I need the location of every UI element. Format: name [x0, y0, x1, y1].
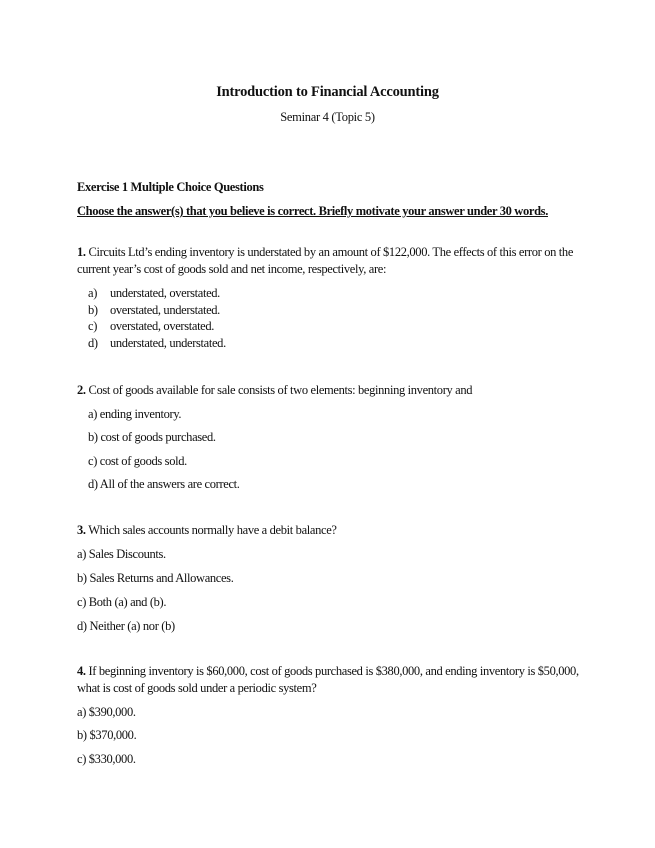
question-2-number: 2.	[77, 383, 86, 397]
option-text: understated, overstated.	[110, 286, 220, 300]
question-2-option-c: c) cost of goods sold.	[88, 454, 187, 468]
question-2-option-d: d) All of the answers are correct.	[88, 477, 240, 491]
question-1	[77, 244, 577, 278]
question-4-option-b: b) $370,000.	[77, 728, 137, 742]
option-text: overstated, overstated.	[110, 319, 215, 333]
question-2	[77, 382, 577, 399]
question-4-text: If beginning inventory is $60,000, cost of goods purchased is $380,000, and ending inventory is $50,000, what is cost of goods sold under a periodic system?	[77, 664, 579, 695]
question-4-option-c: c) $330,000.	[77, 752, 136, 766]
question-3-option-a: a) Sales Discounts.	[77, 547, 166, 561]
exercise-heading: Exercise 1 Multiple Choice Questions	[77, 180, 264, 194]
option-label: a)	[88, 286, 98, 300]
document-subtitle: Seminar 4 (Topic 5)	[280, 110, 375, 124]
option-text: understated, understated.	[110, 336, 226, 350]
question-3-option-c: c) Both (a) and (b).	[77, 595, 167, 609]
question-3-text: Which sales accounts normally have a debit balance?	[85, 523, 337, 537]
question-1-option-b	[88, 302, 220, 318]
question-1-option-d	[88, 335, 226, 351]
question-3-option-b: b) Sales Returns and Allowances.	[77, 571, 234, 585]
question-3	[77, 522, 577, 539]
exercise-instruction: Choose the answer(s) that you believe is correct. Briefly motivate your answer under 30 words.	[77, 204, 548, 218]
question-1-number: 1.	[77, 245, 86, 259]
option-label: c)	[88, 319, 98, 333]
question-2-option-a: a) ending inventory.	[88, 407, 182, 421]
question-2-text: Cost of goods available for sale consists of two elements: beginning inventory and	[85, 383, 473, 397]
question-3-option-d: d) Neither (a) nor (b)	[77, 619, 175, 633]
question-1-text: Circuits Ltd’s ending inventory is understated by an amount of $122,000. The effects of this error on the current year’s cost of goods sold and net income, respectively, are:	[77, 245, 574, 276]
question-4	[77, 663, 579, 697]
option-label: b)	[88, 303, 98, 317]
question-1-option-c	[88, 318, 214, 334]
option-label: d)	[88, 336, 98, 350]
question-4-option-a: a) $390,000.	[77, 705, 136, 719]
question-4-number: 4.	[77, 664, 86, 678]
option-text: overstated, understated.	[110, 303, 220, 317]
question-2-option-b: b) cost of goods purchased.	[88, 430, 216, 444]
document-title: Introduction to Financial Accounting	[216, 84, 439, 100]
question-3-number: 3.	[77, 523, 86, 537]
question-1-option-a	[88, 285, 220, 301]
